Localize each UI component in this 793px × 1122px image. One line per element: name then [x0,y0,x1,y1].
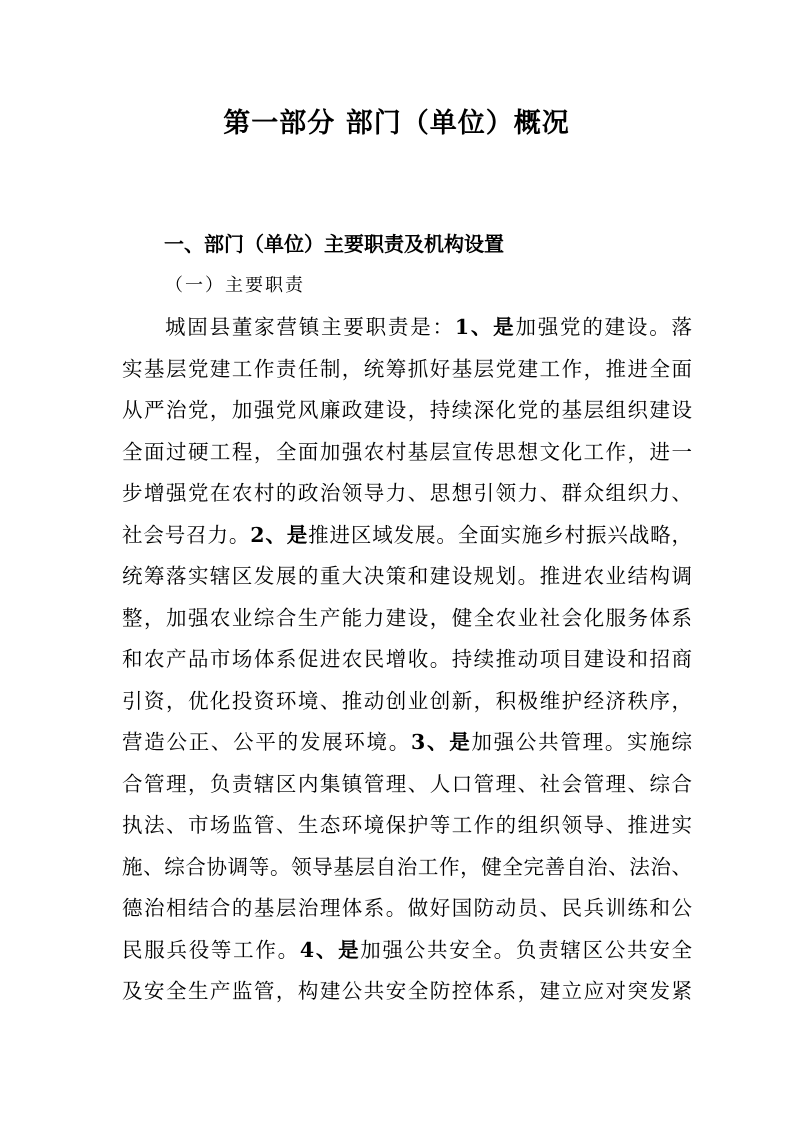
paragraph-line [122,764,692,806]
paragraph-line [122,930,692,972]
line-text: 从严治党，加强党风廉政建设，持续深化党的基层组织建设 [122,398,692,422]
line-text: 执法、市场监管、生态环境保护等工作的组织领导、推进实 [122,813,692,837]
line-text: 加强公共安全。负责辖区公共安全 [360,937,693,962]
paragraph-line [122,805,692,847]
paragraph-line [122,888,692,930]
line-text: 社会号召力。 [122,522,251,547]
line-text: 城固县董家营镇主要职责是： [165,315,455,339]
paragraph-line [122,971,692,1013]
line-text: 德治相结合的基层治理体系。做好国防动员、民兵训练和公 [122,896,692,920]
section-heading: 一、部门（单位）主要职责及机构设置 [164,232,504,256]
line-text: 民服兵役等工作。 [122,937,300,962]
paragraph-line [122,598,692,640]
item-number: 1、是 [454,315,516,339]
paragraph-line [122,681,692,723]
item-number: 2、是 [250,522,309,547]
line-text: 推进区域发展。全面实施乡村振兴战略， [308,522,693,547]
item-number: 4、是 [299,937,361,962]
line-text: 整，加强农业综合生产能力建设，健全农业社会化服务体系 [122,605,692,630]
line-text: 加强公共管理。实施综 [471,730,693,754]
line-text: 营造公正、公平的发展环境。 [122,730,411,754]
paragraph-line [122,515,692,557]
page-title: 第一部分 部门（单位）概况 [223,108,570,139]
body-paragraph [122,307,692,1013]
paragraph-line [122,639,692,681]
paragraph-line [122,390,692,432]
line-text: 合管理，负责辖区内集镇管理、人口管理、社会管理、综合 [122,771,692,796]
sub-heading: （一）主要职责 [165,275,305,296]
line-text: 及安全生产监管，构建公共安全防控体系，建立应对突发紧 [122,979,692,1003]
line-text: 和农产品市场体系促进农民增收。持续推动项目建设和招商 [122,647,692,671]
line-text: 加强党的建设。落 [515,315,693,339]
line-text: 引资，优化投资环境、推动创业创新，积极维护经济秩序， [122,688,692,713]
item-number: 3、是 [410,730,472,754]
line-text: 统筹落实辖区发展的重大决策和建设规划。推进农业结构调 [122,564,692,588]
line-text: 施、综合协调等。领导基层自治工作，健全完善自治、法治、 [122,854,692,879]
paragraph-line [122,847,692,889]
line-text: 全面过硬工程，全面加强农村基层宣传思想文化工作，进一 [122,439,692,464]
line-text: 实基层党建工作责任制，统筹抓好基层党建工作，推进全面 [122,356,692,381]
paragraph-line [122,473,692,515]
paragraph-line [122,556,692,598]
paragraph-line [122,307,692,349]
line-text: 步增强党在农村的政治领导力、思想引领力、群众组织力、 [122,481,692,505]
paragraph-line [122,432,692,474]
paragraph-line [122,349,692,391]
paragraph-line [122,722,692,764]
